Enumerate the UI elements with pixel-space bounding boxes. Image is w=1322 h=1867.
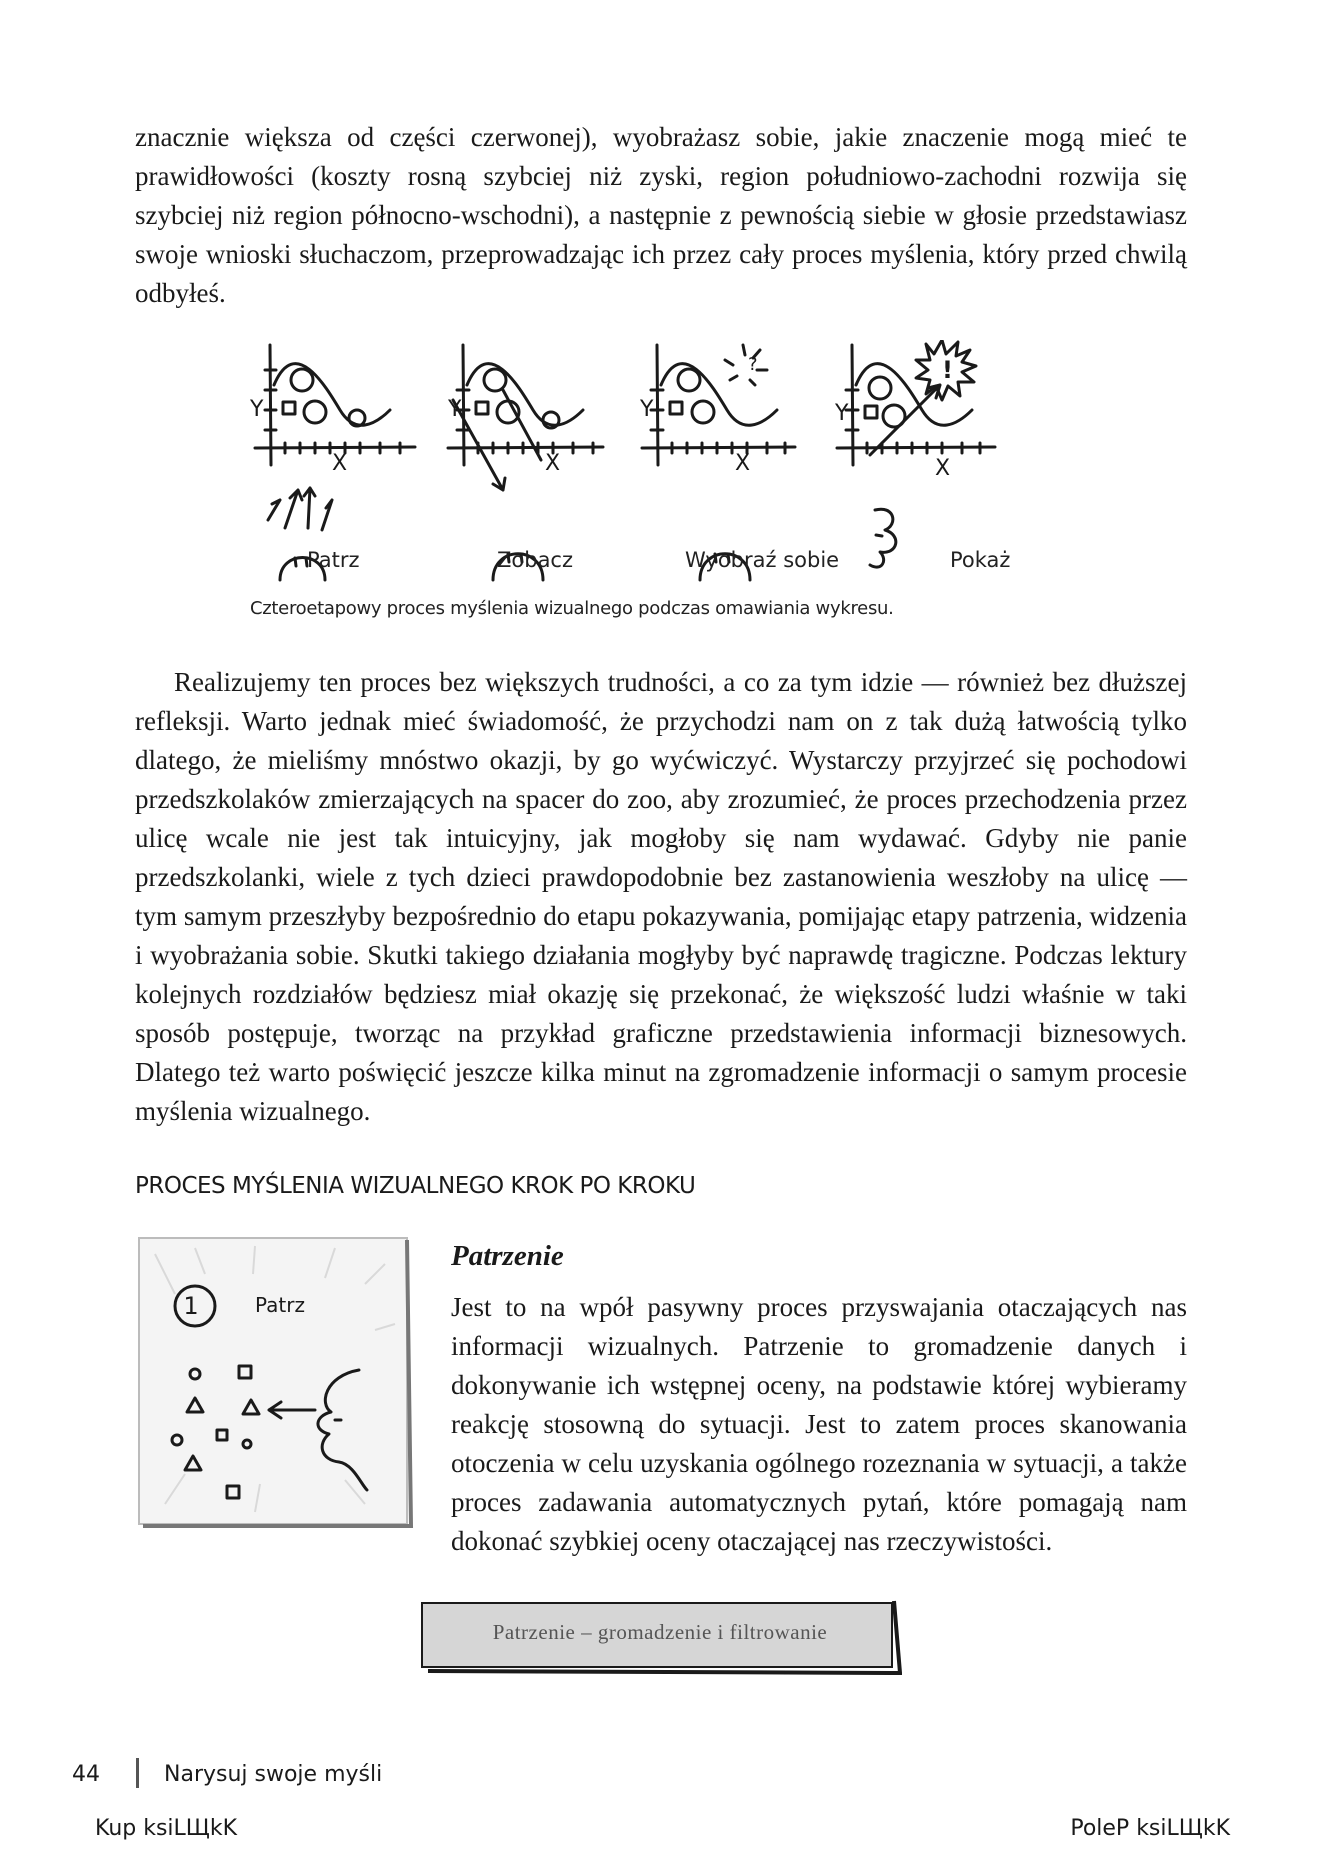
panel-imagine-sketch (642, 345, 795, 580)
question-mark-glyph: ? (748, 354, 758, 375)
axis-y-label-3: Y (640, 397, 654, 422)
axis-x-label-3: X (735, 451, 751, 476)
callout-text: Patrzenie – gromadzenie i filtrowanie (492, 1620, 828, 1644)
axis-y-label-4: Y (835, 401, 849, 426)
body-paragraph-top: znacznie większa od części czerwonej), wyobrażasz sobie, jakie znaczenie mogą mieć te prawidłowości (koszty rosną szybciej niż zyski, region południowo-zachodni rozwija się szybciej niż region północno-wschodni), a następnie z pewnością siebie w głosie przedstawiasz swoje wnioski słuchaczom, przeprowadzając ich przez cały proces myślenia, który przed chwilą odbyłeś. (135, 122, 1187, 308)
panel-label-look: Patrz (307, 548, 360, 572)
sketch-label: Patrz (255, 1293, 305, 1317)
panel-see-sketch (448, 345, 603, 580)
panel-show-sketch (837, 340, 995, 567)
step-number-glyph: 1 (183, 1292, 199, 1320)
exclamation-glyph: ! (942, 356, 953, 384)
axis-x-label-4: X (935, 456, 951, 481)
subsection-paragraph: Jest to na wpół pasywny proces przyswajania otaczających nas informacji wizualnych. Patrzenie to gromadzenie danych i dokonywanie ich wstępnej oceny, na podstawie której wybieramy reakcję stosowną do sytuacji. Jest to zatem proces skanowania otoczenia w celu uzyskania ogólnego rozeznania w sytuacji, a także proces zadawania automatycznych pytań, które pomagają nam dokonać szybkiej oceny otaczającej nas rzeczywistości. (451, 1292, 1187, 1556)
panel-label-imagine: Wyobraź sobie (685, 548, 840, 572)
subsection-title: Patrzenie (451, 1240, 564, 1272)
recommend-book-link[interactable]: PoleP ksiLЩkK (1070, 1816, 1230, 1841)
footer-divider (136, 1758, 139, 1788)
panel-label-show: Pokaż (950, 548, 1011, 572)
page-number: 44 (72, 1762, 100, 1787)
running-footer-title: Narysuj swoje myśli (164, 1762, 383, 1787)
axis-x-label-2: X (545, 451, 561, 476)
buy-book-link[interactable]: Kup ksiLЩkK (95, 1816, 238, 1841)
axis-x-label-1: X (332, 451, 348, 476)
look-sketch-illustration (135, 1234, 415, 1530)
axis-y-label-2: Y (448, 397, 462, 422)
panel-label-see: Zobacz (497, 548, 574, 572)
section-heading: PROCES MYŚLENIA WIZUALNEGO KROK PO KROKU (135, 1173, 696, 1199)
axis-y-label-1: Y (250, 397, 264, 422)
body-paragraph-middle: Realizujemy ten proces bez większych trudności, a co za tym idzie — również bez dłuższej refleksji. Warto jednak mieć świadomość, że przychodzi nam on z tak dużą łatwością tylko dlatego, że mieliśmy mnóstwo okazji, by go wyćwiczyć. Wystarczy przyjrzeć się pochodowi przedszkolaków zmierzających na spacer do zoo, aby zrozumieć, że proces przechodzenia przez ulicę wcale nie jest tak intuicyjny, jak mogłoby się nam wydawać. Gdyby nie panie przedszkolanki, wiele z tych dzieci prawdopodobnie bez zastanowienia weszłoby na ulicę — tym samym przeszłyby bezpośrednio do etapu pokazywania, pomijając etapy patrzenia, widzenia i wyobrażania sobie. Skutki takiego działania mogłyby być naprawdę tragiczne. Podczas lektury kolejnych rozdziałów będziesz miał okazję się przekonać, że większość ludzi właśnie w taki sposób postępuje, tworząc na przykład graficzne przedstawienia informacji biznesowych. Dlatego też warto poświęcić jeszcze kilka minut na zgromadzenie informacji o samym procesie myślenia wizualnego. (135, 667, 1187, 1126)
figure-caption: Czteroetapowy proces myślenia wizualnego podczas omawiania wykresu. (250, 598, 894, 619)
